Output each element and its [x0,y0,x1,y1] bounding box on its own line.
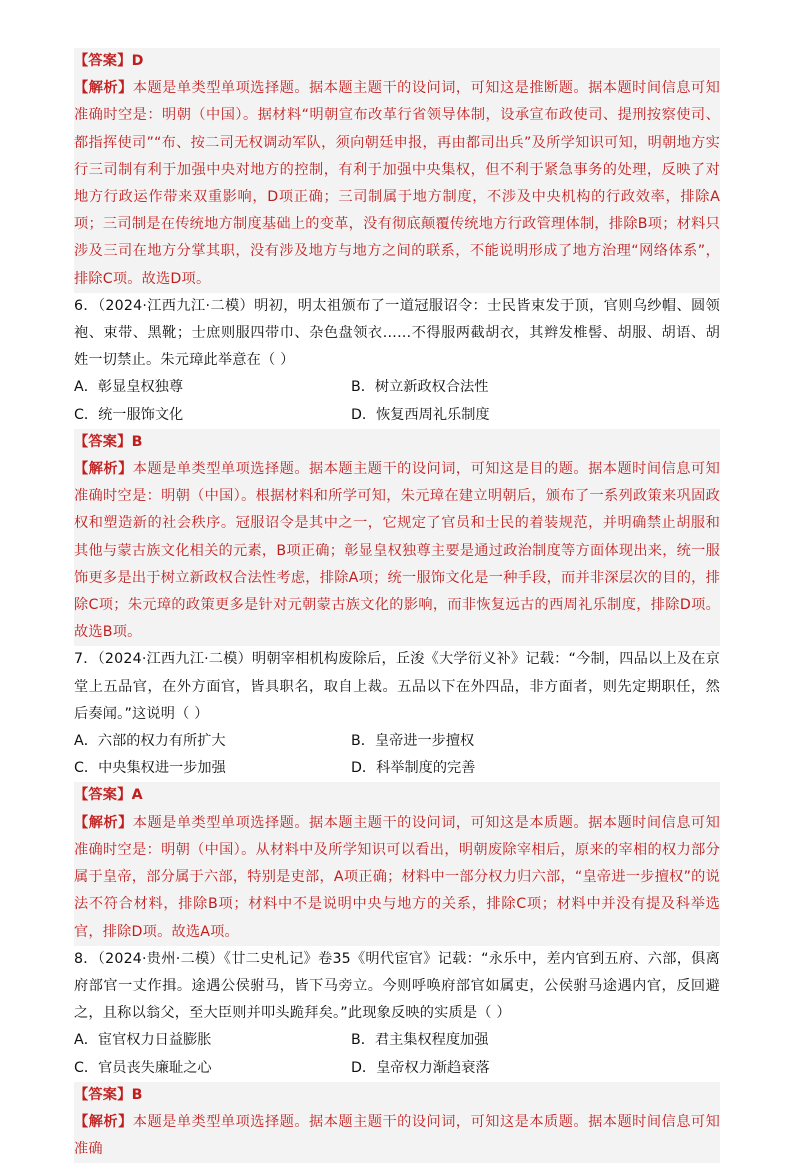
answer-value: D [131,53,144,69]
analysis-label: 【解析】 [74,1113,133,1130]
answer-label: 【答案】 [74,53,132,69]
analysis-text: 本题是单类型单项选择题。据本题主题干的设问词，可知这是目的题。据本题时间信息可知准确时空是：明朝（中国）。根据材料和所学可知，朱元璋在建立明朝后，颁布了一系列政策来巩固政权和塑造新的社会秩序。冠服诏令是其中之一，它规定了官员和士民的着装规范，并明确禁止胡服和其他与蒙古族文化相关的元素，B项正确；彰显皇权独尊主要是通过政治制度等方面体现出来，统一服饰更多是出于树立新政权合法性考虑，排除A项；统一服饰文化是一种手段，而并非深层次的目的，排除C项；朱元璋的政策更多是针对元朝蒙古族文化的影响，而非恢复远古的西周礼乐制度，排除D项。故选B项。 [74,461,720,641]
option-c: C．中央集权进一步加强 [74,760,226,777]
answer-block [74,1082,720,1163]
answer-value: B [131,433,143,450]
analysis-paragraph [74,75,720,293]
options-grid [74,1027,720,1081]
option-a: A．六部的权力有所扩大 [74,733,226,750]
options-grid [74,728,720,782]
analysis-text: 本题是单类型单项选择题。据本题主题干的设问词，可知这是本质题。据本题时间信息可知准确时空是：明朝（中国）。从材料中及所学知识可以看出，明朝废除宰相后，原来的宰相的权力部分属于皇帝，部分属于六部，特别是吏部，A项正确；材料中一部分权力归六部，“皇帝进一步擅权”的说法不符合材料，排除B项；材料中不是说明中央与地方的关系，排除C项；材料中并没有提及科举选官，排除D项。故选A项。 [74,814,720,940]
option-c: C．官员丧失廉耻之心 [74,1059,212,1076]
question-stem: 6．（2024·江西九江·二模）明初，明太祖颁布了一道冠服诏令：士民皆束发于顶，官则乌纱帽、圆领袍、束带、黑靴；士庶则服四带巾、杂色盘领衣……不得服两截胡衣，其辫发椎髻、胡服、胡语、胡姓一切禁止。朱元璋此举意在（ ） [74,297,720,369]
analysis-text: 本题是单类型单项选择题。据本题主题干的设问词，可知这是本质题。据本题时间信息可知准确 [74,1113,720,1158]
answer-block [74,429,720,647]
options-grid [74,374,720,428]
analysis-paragraph [74,1109,720,1163]
answer-line [74,429,720,456]
option-a: A．彰显皇权独尊 [74,379,184,396]
analysis-label: 【解析】 [74,461,133,478]
answer-block [74,782,720,945]
analysis-label: 【解析】 [74,814,133,831]
answer-label: 【答案】 [74,1086,132,1103]
analysis-label: 【解析】 [74,80,133,97]
question-stem: 7．（2024·江西九江·二模）明朝宰相机构废除后，丘浚《大学衍义补》记载：“今制，四品以上及在京堂上五品官，在外方面官，皆具职名，取自上裁。五品以下在外四品，非方面者，则先定期职任，然后奏闻。”这说明（ ） [74,651,720,722]
option-d: D．皇帝权力渐趋衰落 [351,1059,490,1076]
answer-line [74,48,720,75]
analysis-paragraph [74,456,720,646]
option-d: D．科举制度的完善 [351,760,476,777]
question-stem: 8．（2024·贵州·二模）《廿二史札记》卷35《明代宦官》记载：“永乐中，差内官到五府、六部，俱离府部官一丈作揖。途遇公侯驸马，皆下马旁立。今则呼唤府部官如属吏，公侯驸马途遇内官，反回避之，且称以翁父，至大臣则并叩头跪拜矣。”此现象反映的实质是（ ） [74,950,720,1022]
answer-line [74,782,720,809]
option-d: D．恢复西周礼乐制度 [351,406,490,423]
option-b: B．君主集权程度加强 [351,1032,489,1049]
option-c: C．统一服饰文化 [74,406,184,423]
option-b: B．皇帝进一步擅权 [351,733,475,750]
answer-block [74,48,720,293]
question-block [74,946,720,1082]
answer-value: A [131,787,143,804]
question-block [74,293,720,429]
answer-value: B [131,1086,143,1103]
document-page [74,48,720,1163]
analysis-text: 本题是单类型单项选择题。据本题主题干的设问词，可知这是推断题。据本题时间信息可知准确时空是：明朝（中国）。据材料“明朝宣布改革行省领导体制，设承宣布政使司、提刑按察使司、都指挥使司”“布、按二司无权调动军队，须向朝廷申报，再由都司出兵”及所学知识可知，明朝地方实行三司制有利于加强中央对地方的控制，有利于加强中央集权，但不利于紧急事务的处理，反映了对地方行政运作带来双重影响，D项正确；三司制属于地方制度，不涉及中央机构的行政效率，排除A项；三司制是在传统地方制度基础上的变革，没有彻底颠覆传统地方行政管理体制，排除B项；材料只涉及三司在地方分掌其职，没有涉及地方与地方之间的联系，不能说明形成了地方治理“网络体系”，排除C项。故选D项。 [74,80,720,287]
answer-label: 【答案】 [74,787,132,804]
option-b: B．树立新政权合法性 [351,379,489,396]
analysis-paragraph [74,810,720,946]
answer-label: 【答案】 [74,433,132,450]
question-block [74,646,720,782]
option-a: A．宦官权力日益膨胀 [74,1032,212,1049]
answer-line [74,1082,720,1109]
